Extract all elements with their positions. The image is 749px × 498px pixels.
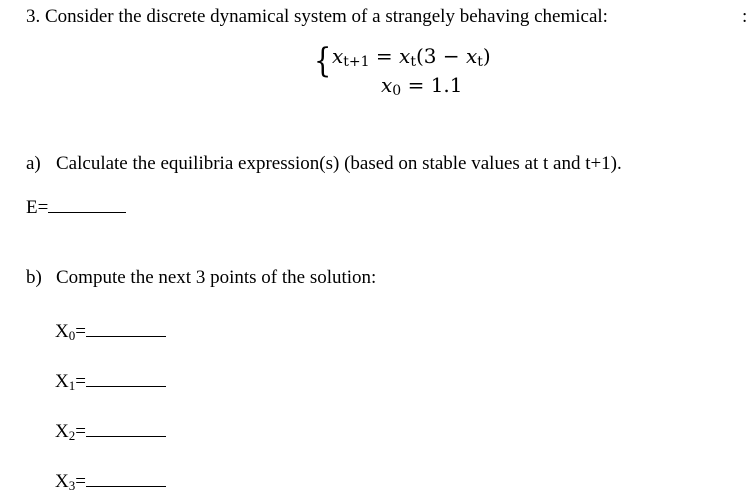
x3-sub: 3 (68, 478, 76, 493)
part-a-label: a) (26, 153, 41, 174)
x0-var: X (55, 321, 69, 342)
x1-answer-line (55, 368, 166, 394)
x0-blank[interactable] (86, 318, 166, 337)
initial-subscript: 0 (392, 83, 402, 99)
initial-condition (381, 73, 463, 99)
part-a-prompt (26, 153, 622, 175)
recurrence-equation (332, 44, 491, 70)
x2-blank[interactable] (86, 418, 166, 437)
lhs-subscript: t+1 (343, 54, 370, 70)
rhs-close-paren: ) (482, 44, 491, 68)
x2-eq: = (75, 421, 86, 442)
x3-blank[interactable] (86, 468, 166, 487)
x1-blank[interactable] (86, 368, 166, 387)
rhs-variable: x (399, 44, 411, 68)
x0-sub: 0 (68, 328, 76, 343)
x2-sub: 2 (68, 428, 76, 443)
lhs-variable: x (332, 44, 344, 68)
part-a-text: Calculate the equilibria expression(s) (based on stable values at t and t+1). (56, 153, 622, 174)
x1-sub: 1 (68, 378, 76, 393)
equilibrium-answer-line (26, 194, 126, 219)
x1-var: X (55, 371, 69, 392)
x0-answer-line (55, 318, 166, 344)
x1-eq: = (75, 371, 86, 392)
x3-answer-line (55, 468, 166, 494)
cropped-text-fragment: : (742, 6, 748, 27)
system-brace: { (314, 41, 332, 81)
equilibrium-blank[interactable] (48, 194, 126, 213)
x3-var: X (55, 471, 69, 492)
part-b-label: b) (26, 267, 42, 288)
part-b-text: Compute the next 3 points of the solution: (56, 267, 377, 288)
x3-eq: = (75, 471, 86, 492)
x2-var: X (55, 421, 69, 442)
x2-answer-line (55, 418, 166, 444)
question-text: Consider the discrete dynamical system of a strangely behaving chemical: (45, 6, 608, 27)
rhs-variable-2: x (465, 44, 478, 68)
rhs-subscript-2: t (477, 54, 483, 70)
rhs-open-paren: (3 − (415, 44, 460, 68)
part-b-prompt (26, 267, 376, 289)
equilibrium-label: E= (26, 197, 49, 218)
x0-eq: = (75, 321, 86, 342)
question-heading (26, 6, 608, 28)
initial-variable: x (381, 73, 393, 97)
equals-sign: = (375, 44, 393, 68)
initial-value: 1.1 (430, 73, 463, 97)
question-number: 3. (26, 6, 41, 27)
initial-equals: = (407, 73, 425, 97)
rhs-subscript: t (410, 54, 416, 70)
